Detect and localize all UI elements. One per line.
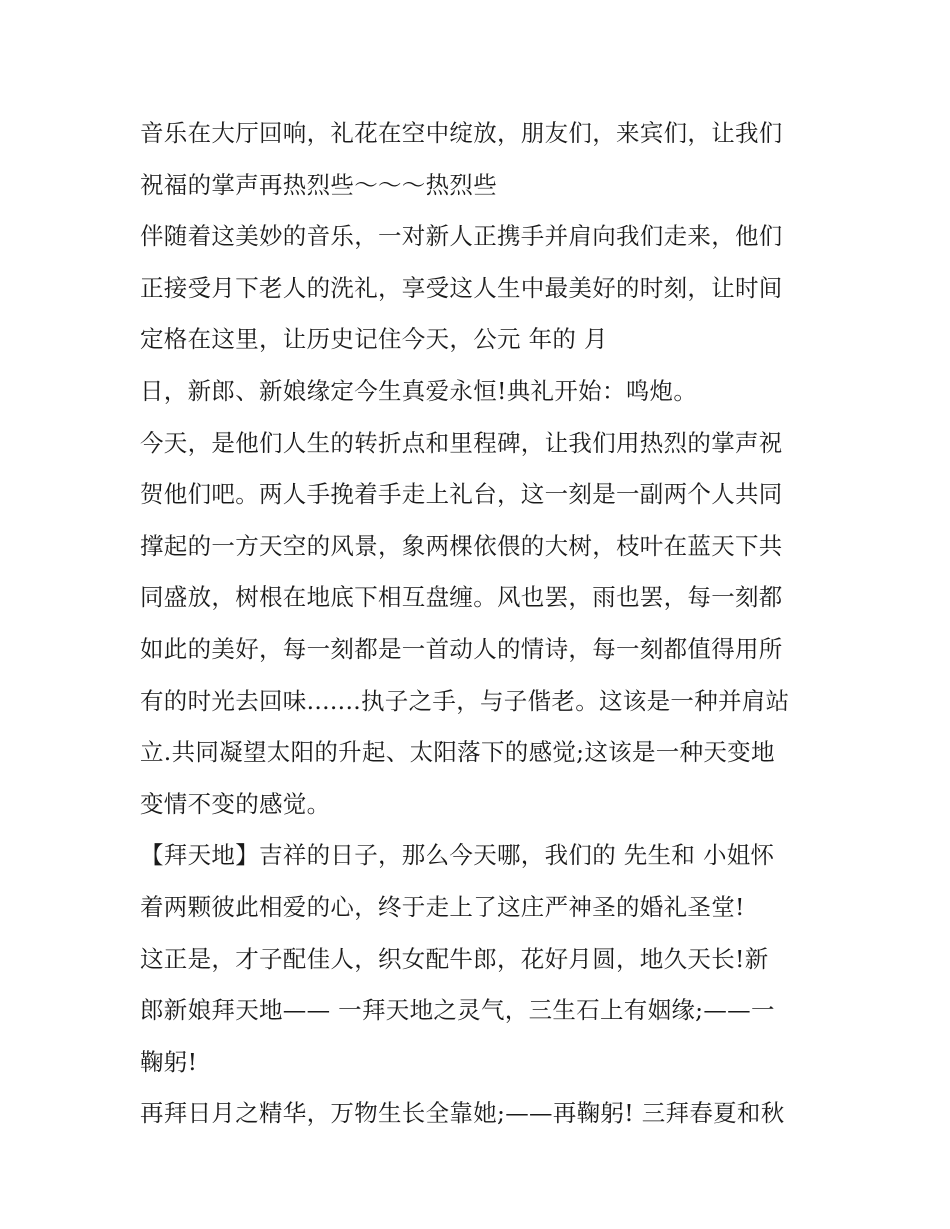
document-body — [140, 108, 820, 1140]
text-line: 定格在这里，让历史记住今天，公元 年的 月 — [140, 325, 608, 354]
text-line: 有的时光去回味.......执子之手，与子偕老。这该是一种并肩站 — [140, 686, 790, 715]
text-line: 郎新娘拜天地—— 一拜天地之灵气，三生石上有姻缘;——一 — [140, 996, 775, 1025]
text-line: 变情不变的感觉。 — [140, 789, 331, 818]
text-line: 贺他们吧。两人手挽着手走上礼台，这一刻是一副两个人共同 — [140, 480, 783, 509]
text-line: 同盛放，树根在地底下相互盘缠。风也罢，雨也罢，每一刻都 — [140, 583, 783, 612]
text-line: 如此的美好，每一刻都是一首动人的情诗，每一刻都值得用所 — [140, 634, 783, 663]
text-line: 鞠躬! — [140, 1047, 198, 1076]
text-line: 伴随着这美妙的音乐，一对新人正携手并肩向我们走来，他们 — [140, 222, 783, 251]
text-line: 立.共同凝望太阳的升起、太阳落下的感觉;这该是一种天变地 — [140, 738, 775, 767]
text-line: 今天，是他们人生的转折点和里程碑，让我们用热烈的掌声祝 — [140, 428, 783, 457]
text-line: 撑起的一方天空的风景，象两棵依偎的大树，枝叶在蓝天下共 — [140, 531, 783, 560]
text-line: 着两颗彼此相爱的心，终于走上了这庄严神圣的婚礼圣堂! — [140, 892, 745, 921]
text-line: 日，新郎、新娘缘定今生真爱永恒!典礼开始：鸣炮。 — [140, 376, 698, 405]
text-line: 再拜日月之精华，万物生长全靠她;——再鞠躬! 三拜春夏和秋 — [140, 1099, 785, 1128]
text-line: 祝福的掌声再热烈些～～～热烈些 — [140, 170, 497, 199]
text-line: 正接受月下老人的洗礼，享受这人生中最美好的时刻，让时间 — [140, 273, 783, 302]
text-line: 这正是，才子配佳人，织女配牛郎，花好月圆，地久天长!新 — [140, 944, 769, 973]
text-line: 音乐在大厅回响，礼花在空中绽放，朋友们，来宾们，让我们 — [140, 119, 783, 147]
text-line: 【拜天地】吉祥的日子，那么今天哪，我们的 先生和 小姐怀 — [140, 841, 775, 870]
